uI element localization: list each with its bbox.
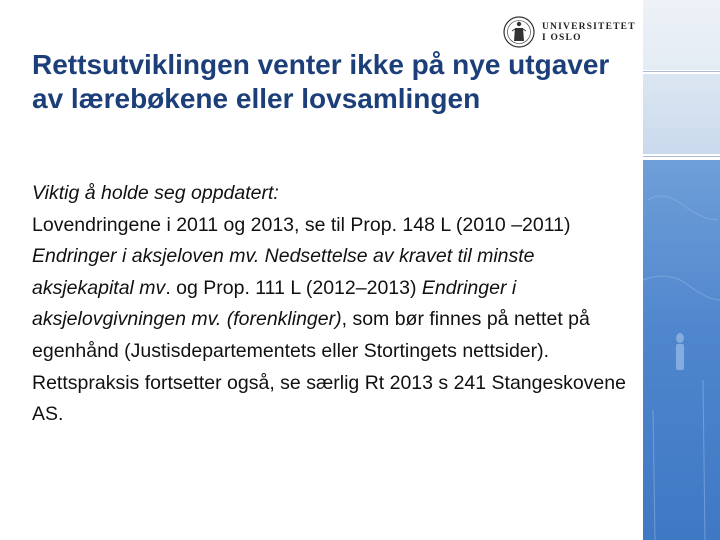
amendments-text: . og Prop. 111 L (2012–2013) xyxy=(165,276,422,299)
statue-silhouette-icon xyxy=(643,160,720,540)
body-paragraph-amendments xyxy=(32,210,632,368)
band-lower-panel xyxy=(643,160,720,540)
university-name-line1: UNIVERSITETET xyxy=(542,22,636,32)
band-divider xyxy=(643,156,720,157)
university-seal-icon xyxy=(503,14,535,50)
bill-title-2: Endringer i aksjelovgivningen mv. (forenklinger) xyxy=(32,276,517,331)
slide-body xyxy=(32,178,632,431)
band-top-panel xyxy=(643,0,720,70)
amendments-text: Lovendringene i 2011 og 2013, se til Prop. 148 L (2010 –2011) xyxy=(32,213,571,236)
bill-title-1: Endringer i aksjeloven mv. Nedsettelse av kravet til minste aksjekapital mv xyxy=(32,245,535,299)
university-name-line2: I OSLO xyxy=(542,33,582,43)
body-paragraph-caselaw: Rettspraksis fortsetter også, se særlig Rt 2013 s 241 Stangeskovene AS. xyxy=(32,371,626,426)
slide-title: Rettsutviklingen venter ikke på nye utgaver av lærebøkene eller lovsamlingen xyxy=(32,49,610,114)
amendments-text: , som bør finnes på nettet på egenhånd (Justisdepartementets eller Stortingets nettsider). xyxy=(32,308,590,362)
university-name xyxy=(542,22,636,44)
band-divider xyxy=(643,71,720,72)
intro-text: Viktig å holde seg oppdatert: xyxy=(32,182,279,204)
decorative-side-band xyxy=(643,0,720,540)
body-paragraph-intro xyxy=(32,178,632,210)
band-upper-panel xyxy=(643,74,720,154)
